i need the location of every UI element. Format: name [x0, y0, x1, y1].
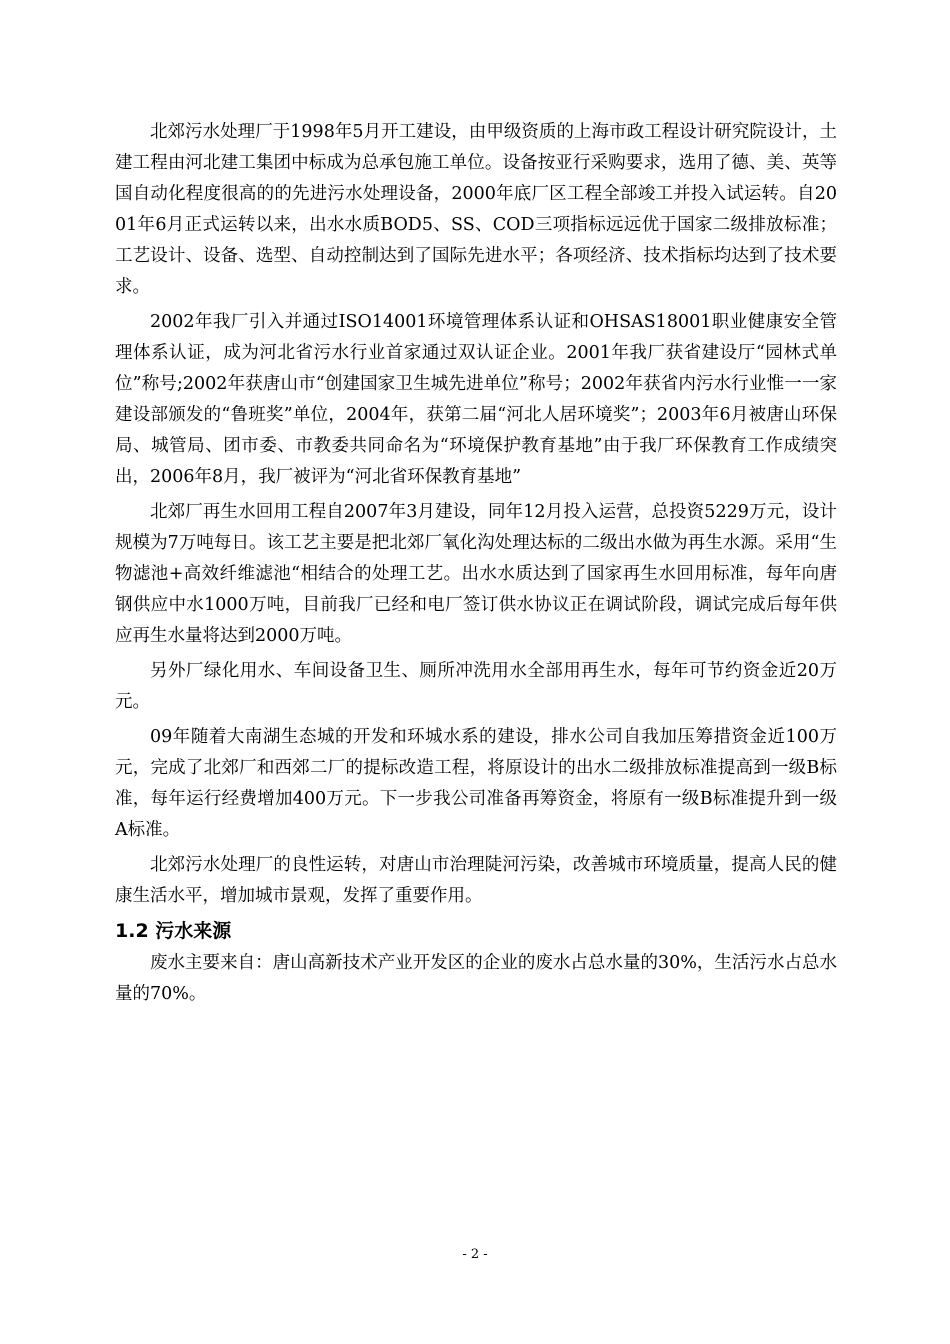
- paragraph-reclaimed-water-project: 北郊厂再生水回用工程自2007年3月建设，同年12月投入运营，总投资5229万元，设计规模为7万吨每日。该工艺主要是把北郊厂氧化沟处理达标的二级出水做为再生水源。采用“生物滤池+高效纤维滤池“相结合的处理工艺。出水水质达到了国家再生水回用标准，每年向唐钢供应中水1000万吨，目前我厂已经和电厂签订供水协议正在调试阶段，调试完成后每年供应再生水量将达到2000万吨。: [115, 502, 837, 646]
- paragraph-plant-significance: 北郊污水处理厂的良性运转，对唐山市治理陡河污染，改善城市环境质量，提高人民的健康生活水平，增加城市景观，发挥了重要作用。: [115, 855, 837, 906]
- paragraph-plant-construction: 北郊污水处理厂于1998年5月开工建设，由甲级资质的上海市政工程设计研究院设计，土建工程由河北建工集团中标成为总承包施工单位。设备按亚行采购要求，选用了德、美、英等国自动化程度很高的的先进污水处理设备，2000年底厂区工程全部竣工并投入试运转。自2001年6月正式运转以来，出水水质BOD5、SS、COD三项指标远远优于国家二级排放标准；工艺设计、设备、选型、自动控制达到了国际先进水平；各项经济、技术指标均达到了技术要求。: [115, 122, 837, 297]
- section-heading-wastewater-source: 1.2 污水来源: [115, 920, 232, 942]
- page-body: [115, 117, 837, 1014]
- page-number: - 2 -: [462, 1247, 488, 1262]
- paragraph-certifications-awards: 2002年我厂引入并通过ISO14001环境管理体系认证和OHSAS18001职业健康安全管理体系认证，成为河北省污水行业首家通过双认证企业。2001年我厂获省建设厅“园林式单位”称号;2002年获唐山市“创建国家卫生城先进单位”称号；2002年获省内污水行业惟一一家建设部颁发的“鲁班奖”单位，2004年，获第二届“河北人居环境奖”；2003年6月被唐山环保局、城管局、团市委、市教委共同命名为“环境保护教育基地”由于我厂环保教育工作成绩突出，2006年8月，我厂被评为“河北省环保教育基地”: [115, 312, 837, 487]
- paragraph-upgrade-project: 09年随着大南湖生态城的开发和环城水系的建设，排水公司自我加压筹措资金近100万元，完成了北郊厂和西郊二厂的提标改造工程，将原设计的出水二级排放标准提高到一级B标准，每年运行经费增加400万元。下一步我公司准备再筹资金，将原有一级B标准提升到一级A标准。: [115, 727, 837, 840]
- paragraph-reclaimed-water-usage: 另外厂绿化用水、车间设备卫生、厕所冲洗用水全部用再生水，每年可节约资金近20万元。: [115, 661, 837, 712]
- paragraph-wastewater-source: 废水主要来自：唐山高新技术产业开发区的企业的废水占总水量的30%，生活污水占总水量的70%。: [115, 953, 837, 1004]
